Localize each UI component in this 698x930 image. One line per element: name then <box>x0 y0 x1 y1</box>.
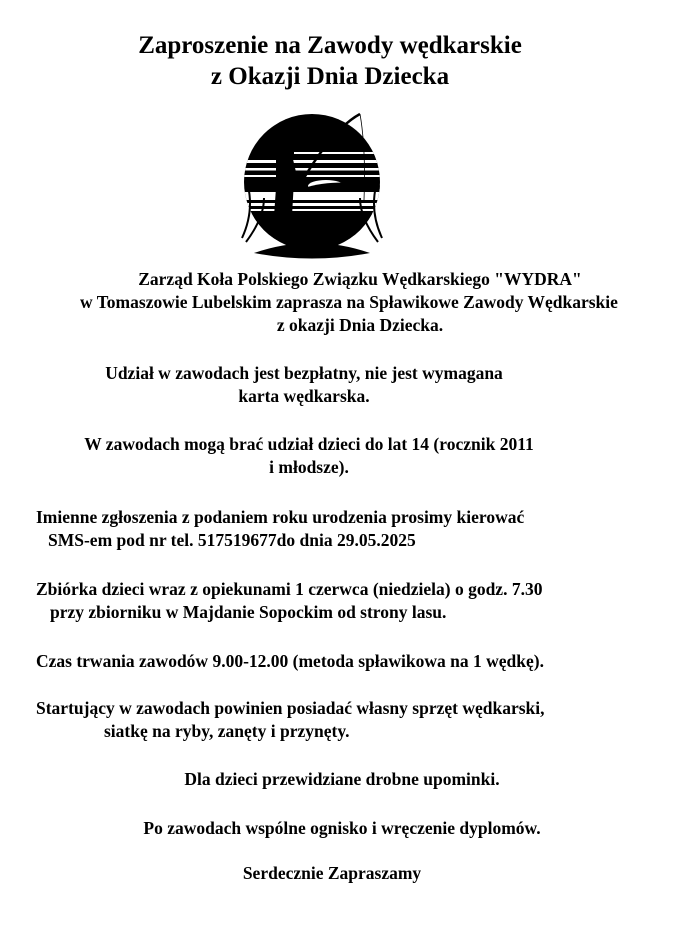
duration-line-1: Czas trwania zawodów 9.00-12.00 (metoda spławikowa na 1 wędkę). <box>36 651 544 671</box>
registration-line-1: Imienne zgłoszenia z podaniem roku urodzenia prosimy kierować <box>36 507 525 527</box>
participation-line-1: Udział w zawodach jest bezpłatny, nie jest wymagana <box>105 363 503 383</box>
fisherman-silhouette-icon <box>234 108 390 264</box>
title-line-2: z Okazji Dnia Dziecka <box>210 63 450 90</box>
invitation-title <box>0 30 660 92</box>
after-line-1: Po zawodach wspólne ognisko i wręczenie dyplomów. <box>143 818 541 838</box>
intro-line-1: Zarząd Koła Polskiego Związku Wędkarskiego "WYDRA" <box>138 269 582 289</box>
intro-paragraph <box>0 268 698 337</box>
registration-paragraph <box>36 506 524 552</box>
gifts-line-1: Dla dzieci przewidziane drobne upominki. <box>184 769 500 789</box>
meeting-line-2: przy zbiorniku w Majdanie Sopockim od strony lasu. <box>50 602 447 622</box>
after-competition-paragraph <box>0 817 684 840</box>
eligibility-line-1: W zawodach mogą brać udział dzieci do lat 14 (rocznik 2011 <box>84 434 534 454</box>
closing-line <box>0 862 664 885</box>
intro-line-3: z okazji Dnia Dziecka. <box>276 315 444 335</box>
participation-paragraph <box>0 362 608 408</box>
closing-text: Serdecznie Zapraszamy <box>242 863 422 883</box>
equipment-paragraph <box>36 697 545 743</box>
meeting-paragraph <box>36 578 542 624</box>
title-line-1: Zaproszenie na Zawody wędkarskie <box>138 32 522 59</box>
gifts-paragraph <box>0 768 684 791</box>
eligibility-paragraph <box>0 433 618 479</box>
registration-line-2: SMS-em pod nr tel. 517519677do dnia 29.05.2025 <box>48 530 416 550</box>
participation-line-2: karta wędkarska. <box>238 386 370 406</box>
meeting-line-1: Zbiórka dzieci wraz z opiekunami 1 czerwca (niedziela) o godz. 7.30 <box>36 579 543 599</box>
equipment-line-1: Startujący w zawodach powinien posiadać własny sprzęt wędkarski, <box>36 698 545 718</box>
eligibility-line-2: i młodsze). <box>269 457 349 477</box>
equipment-line-2: siatkę na ryby, zanęty i przynęty. <box>104 721 350 741</box>
intro-line-2: w Tomaszowie Lubelskim zaprasza na Spławikowe Zawody Wędkarskie <box>80 292 618 312</box>
duration-paragraph <box>36 650 544 673</box>
